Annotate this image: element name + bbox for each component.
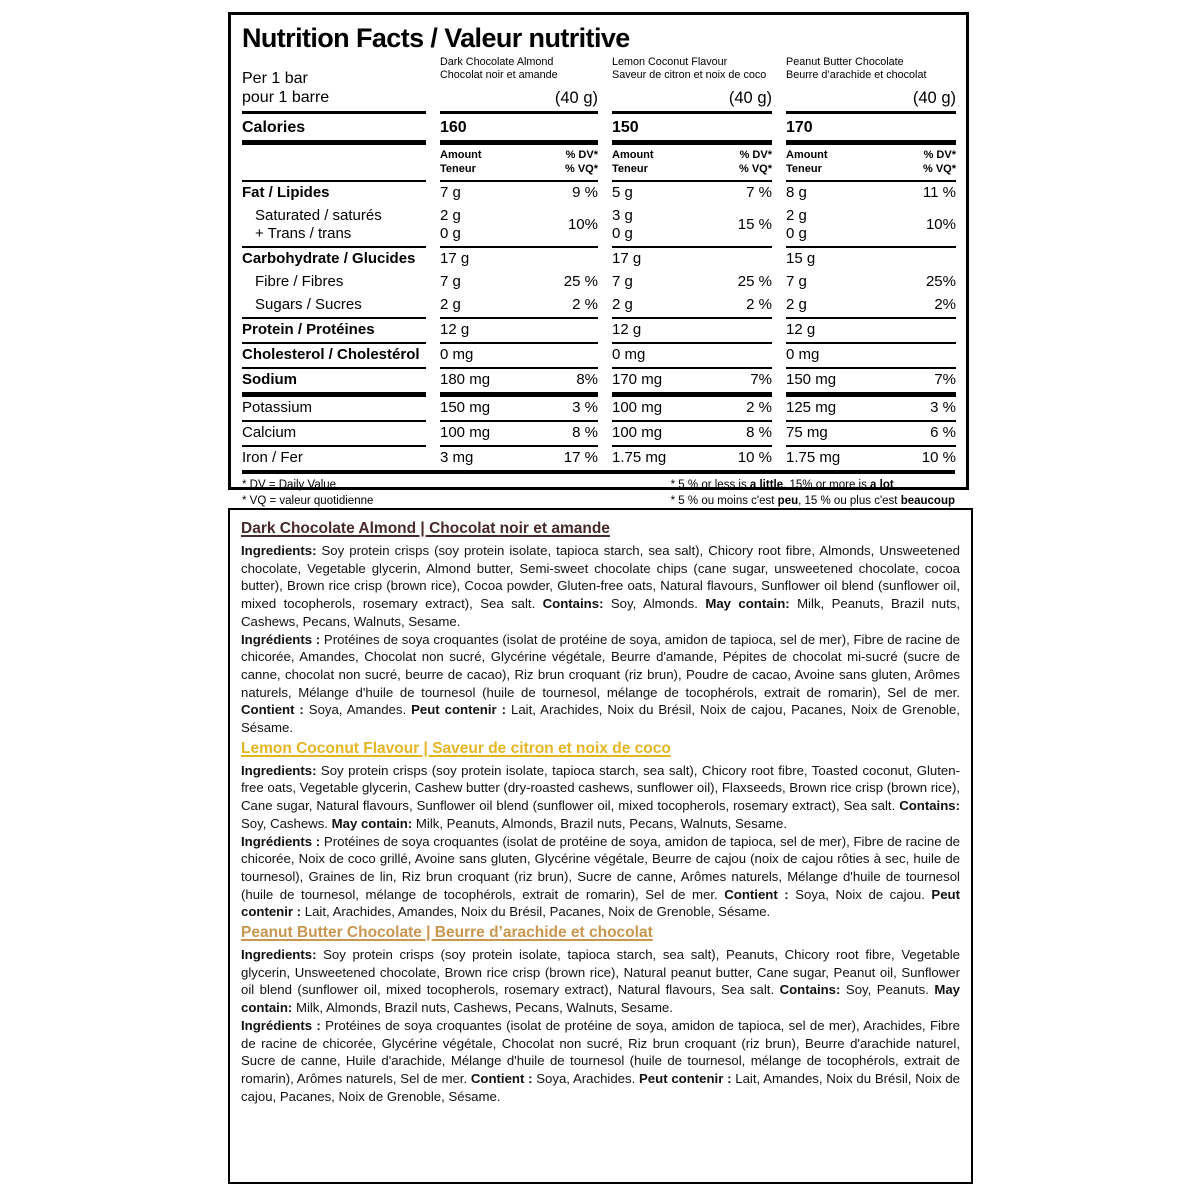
dv-label: % DV*	[739, 149, 772, 161]
amount-line: 7 g	[612, 273, 633, 290]
bold-segment: a little	[749, 479, 784, 491]
text-segment: Soy protein crisps (soy protein isolate, tapioca starch, sea salt), Chicory root fibre, Almonds, Unsweetened chocolate, Vegetable glycerin, Almond butter, Semi-sweet chocolate chips (cane sugar, unsweetened chocolate, cocoa butter), Brown rice crisp (brown rice), Cocoa powder, Gluten-free oats, Natural flavours, Sunflower oil blend (sunflower oil, mixed tocopherols, rosemary extract), Sea salt.	[241, 543, 960, 612]
ingredients-paragraph	[241, 833, 960, 922]
amount-line: 2 g	[440, 296, 461, 313]
nutrient-label-line: Sugars / Sucres	[255, 296, 362, 313]
nutrient-label	[242, 420, 426, 445]
nutrient-value-cell	[786, 367, 956, 392]
text-segment: Protéines de soya croquantes (isolat de protéine de soya, amidon de tapioca, sel de mer), Fibre de racine de chicorée, Noix de coco grillé, Avoine sans gluten, Glycérine végétale, Beurre de cajou (noix de cajou rôties à sec, huile de tournesol), Graines de lin, Riz brun croquant (riz brun), Sucre de canne, Arômes naturels, Mélange d'huile de tournesol (huile de tournesol, mélange de tocophérols, extrait de romarin), Sel de mer.	[241, 833, 960, 902]
nutrition-facts-panel	[228, 12, 969, 507]
bold-segment: May contain:	[241, 982, 960, 1016]
nutrient-value-cell	[612, 271, 772, 294]
amount-line: 1.75 mg	[786, 449, 841, 466]
column-header-dark-chocolate-almond	[440, 56, 598, 114]
bold-segment: Ingredients:	[241, 947, 317, 963]
amount-dv-header	[786, 145, 956, 180]
text-segment: Soya, Noix de cajou.	[788, 886, 932, 902]
text-segment: Lait, Amandes, Noix du Brésil, Noix de cajou, Pacanes, Noix de Grenoble, Sésame.	[241, 1070, 961, 1104]
nutrient-value-cell	[786, 392, 956, 420]
nutrient-amount	[786, 273, 807, 291]
nutrient-amount	[612, 184, 633, 202]
nutrient-value-cell	[440, 317, 598, 342]
nutrient-daily-value: 11 %	[922, 184, 956, 201]
nutrient-daily-value: 10 %	[921, 449, 956, 466]
bold-segment: May contain:	[705, 596, 790, 612]
nutrient-value-cell	[786, 342, 956, 367]
text-segment: Protéines de soya croquantes (isolat de protéine de soya, amidon de tapioca, sel de mer), Arachides, Fibre de racine de chicorée, Glycérine végétale, Chocolat non sucré, Riz brun croquant (riz brun), Beurre d'arachide naturel, Sucre de canne, Huile d'arachide, Mélange d'huile de tournesol (huile de tournesol, mélange de tocophérols, extrait de romarin), Arômes naturels, Sel de mer.	[241, 1017, 960, 1086]
amount-line: 0 g	[612, 225, 633, 242]
amount-line: 2 g	[786, 296, 807, 313]
text-segment: Soy protein crisps (soy protein isolate, tapioca starch, sea salt), Chicory root fibre, Toasted coconut, Gluten-free oats, Vegetable glycerin, Cashew butter (dry-roasted cashews, sunflower oil), Flaxseeds, Brown rice crisp (brown rice), Cane sugar, Natural flavours, Sunflower oil blend (sunflower oil, mixed tocopherols, rosemary extract), Sea salt.	[241, 762, 961, 814]
nutrient-amount	[612, 296, 633, 314]
dv-label: % DV*	[565, 149, 598, 161]
amount-line: 150 mg	[786, 371, 837, 388]
nutrient-daily-value: 3 %	[930, 399, 956, 416]
flavor-heading-peanut-butter-chocolate: Peanut Butter Chocolate | Beurre d’arachide et chocolat	[241, 924, 653, 942]
amount-line: 0 mg	[612, 346, 646, 363]
nutrient-amount	[440, 184, 461, 202]
nutrient-amount	[786, 296, 807, 314]
nutrient-value-cell	[440, 271, 598, 294]
nutrient-value-cell	[440, 180, 598, 205]
nutrient-daily-value: 10%	[925, 216, 956, 233]
nutrient-value-cell	[612, 246, 772, 271]
nutrient-label-line: Sodium	[242, 371, 297, 388]
vq-label: % VQ*	[922, 162, 956, 175]
nutrient-daily-value: 7%	[750, 371, 772, 388]
bold-segment: Ingredients:	[241, 543, 317, 558]
amount-line: 0 g	[440, 225, 461, 242]
text-segment: , 15 % ou plus c'est	[798, 494, 901, 507]
ingredients-paragraph	[241, 946, 960, 1017]
nutrient-daily-value: 8%	[576, 371, 598, 388]
amount-line: 3 g	[612, 207, 633, 224]
nutrient-value-cell	[440, 205, 598, 246]
nutrient-daily-value: 10 %	[737, 449, 772, 466]
amount-line: 100 mg	[440, 424, 491, 441]
nutrient-amount	[786, 207, 807, 243]
nutrient-amount	[786, 449, 840, 467]
nutrient-label-line: Potassium	[242, 399, 313, 416]
serving-size-en: Per 1 bar	[242, 70, 308, 87]
nutrient-amount	[612, 273, 633, 291]
bold-segment: beaucoup	[900, 494, 955, 507]
text-segment: Soy, Cashews.	[241, 815, 332, 831]
nutrient-amount	[440, 273, 461, 291]
nutrient-daily-value: 25%	[925, 273, 956, 290]
bold-segment: Peut contenir :	[639, 1070, 732, 1086]
nutrient-amount	[440, 321, 469, 339]
nutrient-label	[242, 294, 426, 317]
nutrient-amount	[440, 346, 473, 364]
bold-segment: Peut contenir :	[241, 886, 960, 920]
text-segment: * 5 % ou moins c'est	[670, 494, 778, 507]
nutrient-label-line: Iron / Fer	[242, 449, 303, 466]
nutrient-label	[242, 445, 426, 470]
nutrient-amount	[440, 296, 461, 314]
nutrient-value-cell	[612, 420, 772, 445]
column-header-lemon-coconut	[612, 56, 772, 114]
text-segment: Milk, Peanuts, Brazil nuts, Cashews, Pecans, Walnuts, Sesame.	[241, 596, 960, 629]
nutrient-daily-value: 9 %	[572, 184, 598, 201]
vq-definition: * VQ = valeur quotidienne	[242, 494, 374, 507]
serving-size	[242, 56, 426, 114]
amount-line: 0 mg	[440, 346, 474, 363]
nutrient-daily-value: 7%	[934, 371, 956, 388]
flavor-name-en: Dark Chocolate Almond	[440, 56, 554, 68]
nutrient-daily-value: 15 %	[737, 216, 772, 233]
nutrient-daily-value: 3 %	[572, 399, 598, 416]
flavor-name-fr: Chocolat noir et amande	[440, 69, 558, 81]
nutrient-label	[242, 205, 426, 246]
nutrient-value-cell	[612, 317, 772, 342]
text-segment: Soy, Almonds.	[603, 596, 706, 612]
footnote-line	[671, 494, 955, 510]
amount-line: 150 mg	[440, 399, 491, 416]
nutrient-daily-value: 25 %	[737, 273, 772, 290]
nutrient-amount	[612, 371, 662, 389]
nutrient-amount	[786, 250, 815, 268]
nutrient-daily-value: 2%	[934, 296, 956, 313]
flavor-name-en: Lemon Coconut Flavour	[612, 56, 728, 68]
amount-line: 75 mg	[786, 424, 828, 441]
ingredients-paragraph	[241, 762, 960, 833]
text-segment: Soy protein crisps (soy protein isolate, tapioca starch, sea salt), Peanuts, Chicory root fibre, Vegetable glycerin, Unsweetened chocolate, Brown rice crisp (brown rice), Natural peanut butter, Cane sugar, Peanut oil, Sunflower oil blend (sunflower oil, mixed tocopherols, rosemary extract), Natural flavours, Sea salt.	[241, 947, 960, 998]
footnote-line	[671, 478, 955, 494]
nutrient-amount	[612, 399, 662, 417]
serving-weight: (40 g)	[912, 89, 956, 107]
amount-line: 3 mg	[440, 449, 474, 466]
nutrient-daily-value: 17 %	[563, 449, 598, 466]
serving-size-fr: pour 1 barre	[242, 89, 330, 106]
nutrient-value-cell	[786, 180, 956, 205]
amount-line: 15 g	[786, 250, 816, 267]
nutrient-daily-value: 2 %	[746, 399, 772, 416]
vq-label: % VQ*	[564, 162, 598, 175]
amount-line: 0 mg	[786, 346, 820, 363]
nutrient-amount	[440, 371, 490, 389]
text-segment: , 15% or more is	[783, 479, 871, 491]
nutrient-value-cell	[612, 294, 772, 317]
amount-line: 7 g	[440, 273, 461, 290]
calories-value: 170	[786, 114, 956, 145]
footnotes	[242, 474, 955, 509]
nutrient-value-cell	[612, 367, 772, 392]
nutrient-amount	[440, 207, 461, 243]
nutrient-amount	[612, 424, 662, 442]
teneur-label: Teneur	[786, 162, 822, 175]
nutrient-daily-value: 2 %	[746, 296, 772, 313]
nutrient-value-cell	[440, 445, 598, 470]
nutrient-value-cell	[786, 294, 956, 317]
bold-segment: Contient :	[241, 702, 304, 718]
amount-line: 2 g	[786, 207, 807, 224]
amount-line: 180 mg	[440, 371, 491, 388]
calories-value: 160	[440, 114, 598, 145]
flavor-name-fr: Beurre d’arachide et chocolat	[786, 69, 927, 81]
nutrient-label-line: Protein / Protéines	[242, 321, 375, 338]
amount-line: 12 g	[440, 321, 470, 338]
ingredients-paragraph	[241, 542, 960, 631]
flavor-heading-dark-chocolate-almond: Dark Chocolate Almond | Chocolat noir et amande	[241, 520, 610, 537]
nutrient-daily-value: 25 %	[563, 273, 598, 290]
nutrient-daily-value: 10%	[567, 216, 598, 233]
nutrition-table	[242, 56, 955, 470]
amount-line: 17 g	[612, 250, 642, 267]
nutrient-daily-value: 6 %	[930, 424, 956, 441]
panel-title: Nutrition Facts / Valeur nutritive	[242, 23, 630, 53]
amount-line: 1.75 mg	[612, 449, 667, 466]
nutrient-amount	[786, 346, 819, 364]
text-segment: Lait, Arachides, Noix du Brésil, Noix de cajou, Pacanes, Noix de Grenoble, Sésame.	[241, 702, 960, 736]
bold-segment: Contient :	[470, 1070, 533, 1086]
bold-segment: a lot	[870, 479, 894, 491]
flavor-name-en: Peanut Butter Chocolate	[786, 56, 904, 68]
amount-line: 5 g	[612, 184, 633, 201]
serving-weight: (40 g)	[728, 89, 772, 107]
nutrient-value-cell	[612, 342, 772, 367]
nutrient-amount	[440, 449, 473, 467]
bold-segment: peu	[777, 494, 799, 507]
amount-label: Amount	[612, 149, 654, 161]
amount-line: 7 g	[786, 273, 807, 290]
bold-segment: Contains:	[542, 596, 604, 612]
footnote-guidance	[671, 478, 955, 509]
nutrient-daily-value: 2 %	[572, 296, 598, 313]
nutrient-amount	[786, 321, 815, 339]
flavor-name-fr: Saveur de citron et noix de coco	[612, 69, 767, 81]
amount-line: 7 g	[440, 184, 461, 201]
text-segment: * 5 % or less is	[670, 479, 750, 491]
nutrient-value-cell	[612, 180, 772, 205]
amount-line: 2 g	[612, 296, 633, 313]
bold-segment: Ingrédients :	[241, 631, 321, 647]
nutrient-amount	[612, 207, 633, 243]
bold-segment: Contains:	[779, 982, 841, 998]
nutrient-value-cell	[440, 392, 598, 420]
teneur-label: Teneur	[440, 162, 476, 175]
amount-line: 125 mg	[786, 399, 837, 416]
nutrient-value-cell	[440, 342, 598, 367]
nutrient-value-cell	[786, 246, 956, 271]
amount-line: 100 mg	[612, 399, 663, 416]
nutrient-label-line: Fat / Lipides	[242, 184, 330, 201]
bold-segment: May contain:	[331, 815, 413, 831]
nutrient-value-cell	[786, 420, 956, 445]
nutrient-label-line: Carbohydrate / Glucides	[242, 250, 416, 267]
nutrient-value-cell	[612, 445, 772, 470]
flavor-heading-lemon-coconut-flavour: Lemon Coconut Flavour | Saveur de citron et noix de coco	[241, 739, 671, 757]
bold-segment: Ingredients:	[241, 762, 317, 778]
nutrient-value-cell	[786, 205, 956, 246]
nutrient-amount	[440, 424, 490, 442]
bold-segment: Contains:	[899, 798, 960, 814]
nutrient-label-line: Calcium	[242, 424, 297, 441]
nutrient-daily-value: 7 %	[746, 184, 772, 201]
nutrient-label	[242, 317, 426, 342]
footnote-definitions	[242, 478, 373, 509]
nutrient-label	[242, 246, 426, 271]
calories-value: 150	[612, 114, 772, 145]
amount-dv-header	[440, 145, 598, 180]
nutrient-value-cell	[440, 420, 598, 445]
nutrient-amount	[786, 184, 807, 202]
text-segment: Soya, Amandes.	[303, 702, 412, 718]
text-segment: Protéines de soya croquantes (isolat de protéine de soya, amidon de tapioca, sel de mer), Fibre de racine de chicorée, Amandes, Chocolat non sucré, Glycérine végétale, Beurre d'amande, Pépites de chocolat mi-sucré (sucre de canne, chocolat non sucré, beurre de cacao), Riz brun croquant (riz brun), Poudre de cacao, Avoine sans gluten, Arômes naturels, Mélange d'huile de tournesol (huile de tournesol, mélange de tocophérols, extrait de romarin), Sel de mer.	[241, 631, 960, 700]
nutrient-value-cell	[612, 205, 772, 246]
column-header-peanut-butter-chocolate	[786, 56, 956, 114]
dv-definition: * DV = Daily Value	[242, 479, 337, 491]
nutrient-value-cell	[612, 392, 772, 420]
nutrient-label	[242, 180, 426, 205]
amount-line: 12 g	[612, 321, 642, 338]
amount-label: Amount	[440, 149, 482, 161]
bold-segment: Contient :	[724, 886, 789, 902]
nutrient-value-cell	[786, 445, 956, 470]
ingredients-paragraph	[241, 1017, 960, 1106]
nutrient-amount	[612, 321, 641, 339]
nutrient-amount	[786, 399, 836, 417]
text-segment: Milk, Almonds, Brazil nuts, Cashews, Pecans, Walnuts, Sesame.	[292, 1000, 673, 1016]
bold-segment: Peut contenir :	[411, 702, 507, 718]
amount-dv-header	[612, 145, 772, 180]
ingredients-panel	[228, 508, 973, 1184]
nutrient-label	[242, 392, 426, 420]
dv-label: % DV*	[923, 149, 956, 161]
nutrient-amount	[786, 424, 828, 442]
serving-weight: (40 g)	[554, 89, 598, 107]
amount-label: Amount	[786, 149, 828, 161]
nutrient-label	[242, 367, 426, 392]
nutrient-value-cell	[440, 294, 598, 317]
nutrient-daily-value: 8 %	[746, 424, 772, 441]
nutrient-label	[242, 342, 426, 367]
amount-header-spacer	[242, 145, 426, 180]
teneur-label: Teneur	[612, 162, 648, 175]
nutrient-amount	[786, 371, 836, 389]
text-segment: Soy, Peanuts.	[840, 982, 935, 998]
nutrient-value-cell	[440, 367, 598, 392]
bold-segment: Ingrédients :	[241, 833, 321, 849]
text-segment: Lait, Arachides, Amandes, Noix du Brésil, Pacanes, Noix de Grenoble, Sésame.	[301, 904, 771, 920]
text-segment: Milk, Peanuts, Almonds, Brazil nuts, Pecans, Walnuts, Sesame.	[412, 815, 788, 831]
nutrient-label-line: Fibre / Fibres	[255, 273, 344, 290]
nutrient-amount	[612, 449, 666, 467]
nutrient-daily-value: 8 %	[572, 424, 598, 441]
calories-label: Calories	[242, 114, 426, 145]
nutrient-value-cell	[786, 271, 956, 294]
nutrient-label-line: Saturated / saturés	[255, 207, 382, 224]
amount-line: 17 g	[440, 250, 470, 267]
nutrient-value-cell	[440, 246, 598, 271]
nutrient-amount	[440, 399, 490, 417]
nutrient-amount	[440, 250, 469, 268]
amount-line: 100 mg	[612, 424, 663, 441]
ingredients-paragraph	[241, 631, 960, 737]
nutrient-value-cell	[786, 317, 956, 342]
bold-segment: Ingrédients :	[241, 1017, 321, 1033]
nutrient-label	[242, 271, 426, 294]
vq-label: % VQ*	[738, 162, 772, 175]
nutrient-amount	[612, 250, 641, 268]
text-segment: Soya, Arachides.	[532, 1070, 640, 1086]
nutrient-amount	[612, 346, 645, 364]
amount-line: 12 g	[786, 321, 816, 338]
amount-line: 8 g	[786, 184, 807, 201]
amount-line: 170 mg	[612, 371, 663, 388]
amount-line: 0 g	[786, 225, 807, 242]
nutrient-label-line: + Trans / trans	[255, 225, 352, 242]
amount-line: 2 g	[440, 207, 461, 224]
nutrient-label-line: Cholesterol / Cholestérol	[242, 346, 420, 363]
